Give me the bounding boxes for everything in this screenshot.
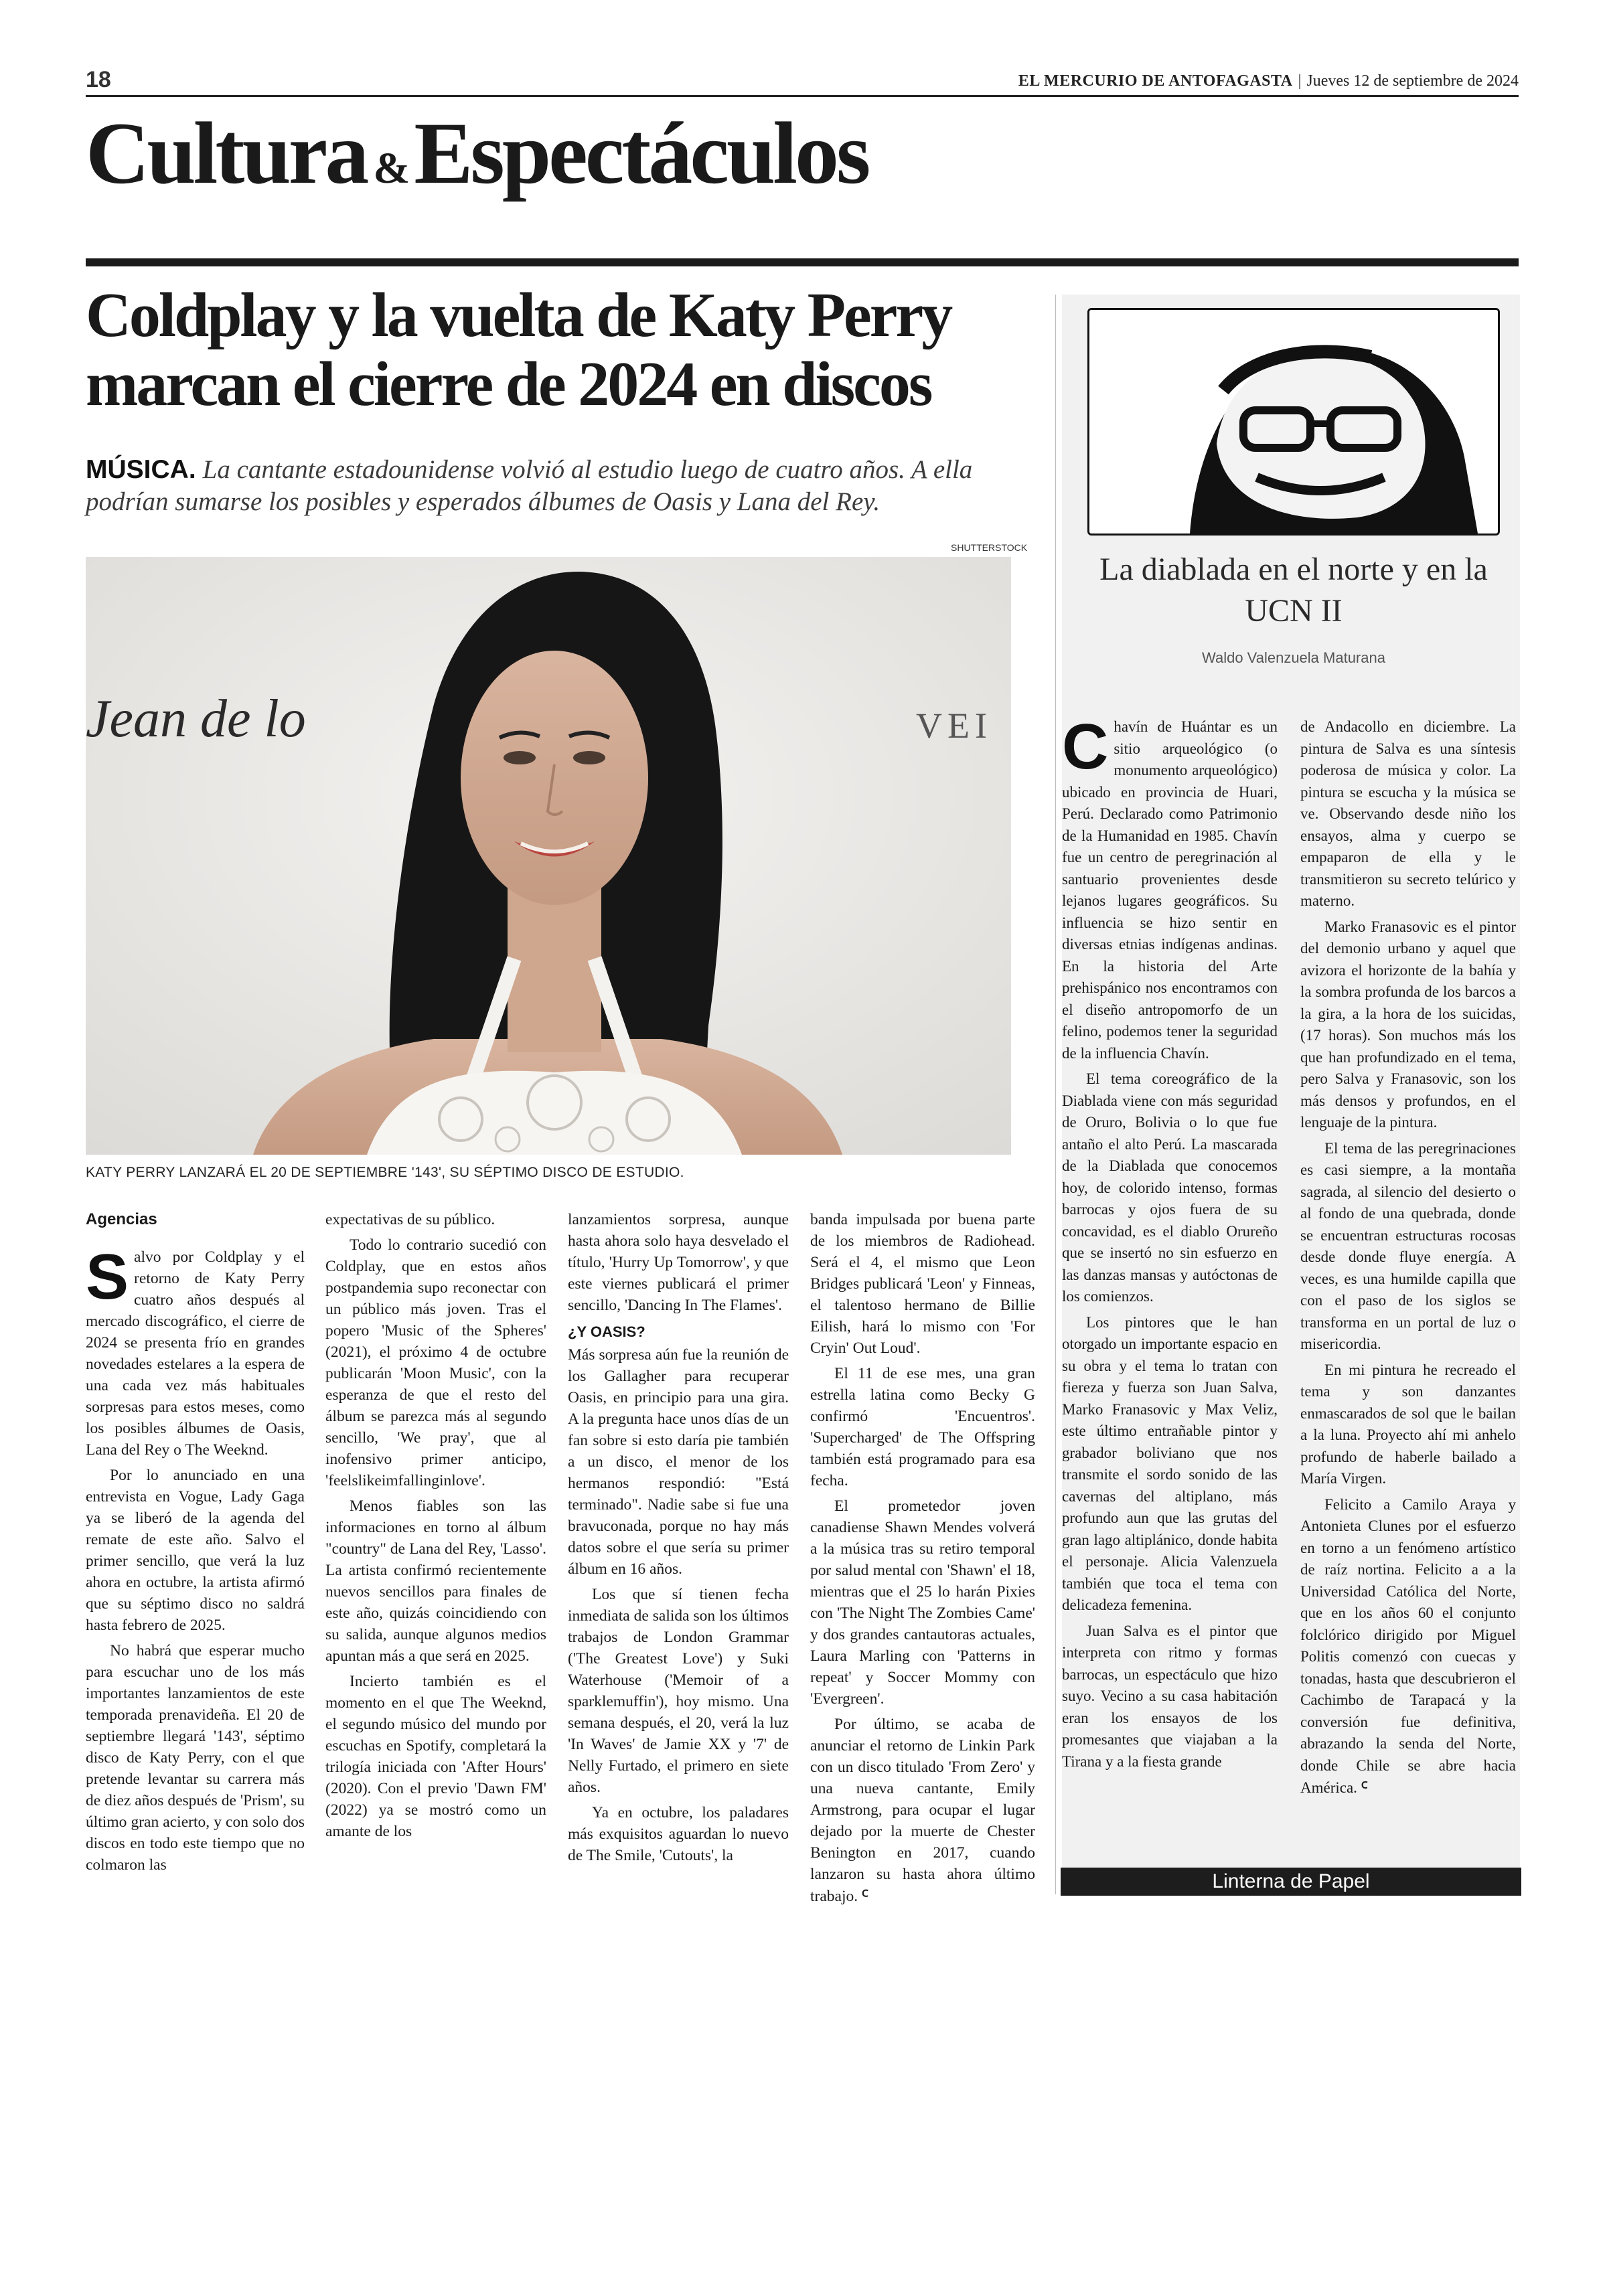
column-footer-band: Linterna de Papel bbox=[1061, 1868, 1521, 1896]
article-paragraph: Por lo anunciado en una entrevista en Vogue, Lady Gaga ya se liberó de la agenda del remate de este año. Salvo el primer sencillo, que verá la luz ahora en octubre, la artista afirmó que su séptimo disco no saldrá hasta febrero de 2025. bbox=[86, 1467, 305, 1634]
opinion-paragraph: Los pintores que le han otorgado un importante espacio en su obra y el tema lo tratan con fiereza y fuerza son Juan Salva, Marko Franasovic y Max Veliz, este último entrañable pintor y grabador boliviano que nos transmite el sordo sonido de las cavernas del altiplano, más profundo aun que las grutas del gran lago altiplánico, donde habita el personaje. Alicia Valenzuela también que toca el tema con delicadeza femenina. bbox=[1062, 1313, 1278, 1613]
opinion-paragraph: El tema coreográfico de la Diablada viene con más seguridad de Oruro, Bolivia o lo que fue antaño el alto Perú. La mascarada de la Diablada que conocemos hoy, de colorido intenso, formas barrocas y ojos fuera de su concavidad, es el diablo Orureño que se insertó no sin esfuerzo en las danzas mansas y autóctonas de los comienzos. bbox=[1062, 1070, 1278, 1305]
paragraph-text: Felicito a Camilo Araya y Antonieta Clunes por el esfuerzo en torno a un fenómeno artístico de raíz nortina. Felicito a a la Universidad Católica del Norte, que en los años 60 el conjunto folclórico dirigido por Miguel Politis comenzó con cuecas y tonadas, hasta que descubrieron el Cachimbo de Tarapacá y la conversión fue definitiva, abrazando la senda del Norte, donde Chile se abre hacia América. bbox=[1300, 1495, 1516, 1796]
column-divider bbox=[1055, 295, 1056, 1894]
opinion-paragraph: En mi pintura he recreado el tema y son danzantes enmascarados de sol que le bailan a la luna. Proyecto ahí mi anhelo profundo de haberle bailado a María Virgen. bbox=[1300, 1361, 1516, 1487]
columnist-photo bbox=[1087, 308, 1500, 536]
page-number: 18 bbox=[86, 67, 111, 92]
backdrop-signature: Jean de lo bbox=[86, 689, 306, 748]
photo-credit: SHUTTERSTOCK bbox=[951, 542, 1028, 553]
headline-line-1: Coldplay y la vuelta de Katy Perry bbox=[86, 280, 951, 350]
paragraph-text: alvo por Coldplay y el retorno de Katy Perry cuatro años después al mercado discográfico, el cierre de 2024 se presenta frío en grandes novedades estelares a la espera de una cada vez más habituales sorpresas para estos meses, como los posibles álbumes de Oasis, Lana del Rey o The Weeknd. bbox=[86, 1248, 305, 1459]
katy-perry-photo bbox=[86, 557, 1011, 1155]
main-photo bbox=[86, 557, 1011, 1155]
article-paragraph: No habrá que esperar mucho para escuchar uno de los más importantes lanzamientos de este temporada prenavideña. El 20 de septiembre llegará '143', séptimo disco de Katy Perry, con el que pretende levantar su carrera más de diez años después de 'Prism', su último gran acierto, y con solo dos discos en todo este tiempo que no colmaron las bbox=[86, 1642, 305, 1874]
photo-caption: KATY PERRY LANZARÁ EL 20 DE SEPTIEMBRE '143', SU SÉPTIMO DISCO DE ESTUDIO. bbox=[86, 1165, 684, 1180]
section-title-part2: Espectáculos bbox=[414, 104, 868, 202]
column-title: La diablada en el norte y en la UCN II bbox=[1099, 552, 1488, 629]
drop-cap: S bbox=[86, 1241, 129, 1313]
drop-cap: C bbox=[1062, 711, 1109, 783]
paragraph-text: Por último, se acaba de anunciar el retorno de Linkin Park con un disco titulado 'From Zero' y una nueva cantante, Emily Armstrong, para ocupar el lugar dejado por la muerte de Chester Benington en 2017, cuando lanzaron su hasta ahora último trabajo. bbox=[810, 1716, 1035, 1905]
article-paragraph bbox=[810, 1714, 1035, 1907]
deck-text: La cantante estadounidense volvió al estudio luego de cuatro años. A ella podrían sumarse los posibles y esperados álbumes de Oasis y Lana del Rey. bbox=[86, 455, 973, 516]
newspaper-name: EL MERCURIO DE ANTOFAGASTA bbox=[1018, 72, 1293, 90]
article-paragraph: Menos fiables son las informaciones en torno al álbum "country" de Lana del Rey, 'Lasso'. La artista confirmó recientemente nuevos sencillos para finales de este año, quizás coincidiendo con su salida, aunque algunos medios apuntan más a que será en 2025. bbox=[325, 1497, 546, 1665]
article-paragraph: Incierto también es el momento en el que The Weeknd, el segundo músico del mundo por escuchas en Spotify, completará la trilogía iniciada con 'After Hours' (2020). Con el previo 'Dawn FM' (2022) ya se mostró como un amante de los bbox=[325, 1673, 546, 1840]
opinion-paragraph: Marko Franasovic es el pintor del demonio urbano y aquel que avizora el horizonte de la bahía y la sombra profunda de los barcos a la gira, a la hora de los suicidas, (17 horas). Son muchos más los que han profundizado en el tema, pero Salva y Franasovic, son los más densos y profundos, en el lenguaje de la pintura. bbox=[1300, 918, 1516, 1131]
article-paragraph: Todo lo contrario sucedió con Coldplay, que en estos años postpandemia supo reconectar con un público más joven. Tras el popero 'Music of the Spheres' (2021), el próximo 4 de octubre publicarán 'Moon Music', con la esperanza de que el resto del álbum se parezca más al segundo sencillo, 'We pray', que al inofensivo primer anticipo, 'feelslikeimfallinginlove'. bbox=[325, 1236, 546, 1489]
byline: Agencias bbox=[86, 1210, 157, 1228]
headline-line-2: marcan el cierre de 2024 en discos bbox=[86, 349, 931, 420]
article-paragraph bbox=[86, 1241, 305, 1461]
article-headline bbox=[86, 281, 1077, 420]
article-paragraph: lanzamientos sorpresa, aunque hasta ahora solo haya desvelado el título, 'Hurry Up Tomorrow', y que este viernes publicará el primer sencillo, 'Dancing In The Flames'. bbox=[568, 1211, 789, 1314]
article-deck bbox=[86, 454, 1050, 517]
opinion-column-2 bbox=[1300, 716, 1516, 1803]
masthead-rule bbox=[86, 95, 1519, 97]
opinion-paragraph: El tema de las peregrinaciones es casi siempre, a la montaña sagrada, al silencio del desierto o al fondo de una quebrada, donde se encuentran estructuras rocosas desde donde fluye energía. A veces, es una humilde capilla que con el paso de los siglos se transforma en un portal de luz o misericordia. bbox=[1300, 1139, 1516, 1352]
section-title-amp: & bbox=[373, 144, 408, 193]
masthead-separator: | bbox=[1298, 72, 1302, 90]
end-mark-icon: ꟲ bbox=[1361, 1779, 1368, 1796]
article-column-4 bbox=[810, 1209, 1035, 1911]
paragraph-text: havín de Huántar es un sitio arqueológico (o monumento arqueológico) ubicado en provincia de Huari, Perú. Declarado como Patrimonio de la Humanidad en 1985. Chavín fue un centro de peregrinación al santuario provenientes desde lejanos lugares geográficos. Su influencia se hizo sentir en diversas etnias indígenas andinas. En la historia del Arte prehispánico nos encontramos con el diseño antropomorfo de un felino, podemos tener la seguridad de la influencia Chavín. bbox=[1062, 718, 1278, 1062]
article-paragraph: banda impulsada por buena parte de los miembros de Radiohead. Será el 4, el mismo que Leon Bridges publicará 'Leon' y Finneas, el talentoso hermano de Billie Eilish, hará lo mismo con 'For Cryin' Out Loud'. bbox=[810, 1211, 1035, 1357]
article-column-3 bbox=[568, 1209, 789, 1870]
backdrop-text: VEI bbox=[916, 706, 992, 746]
opinion-column-1 bbox=[1062, 711, 1278, 1777]
section-title bbox=[86, 104, 868, 201]
opinion-paragraph bbox=[1062, 711, 1278, 1064]
deck-kicker: MÚSICA. bbox=[86, 455, 196, 484]
columnist-portrait bbox=[1089, 310, 1498, 534]
column-author: Waldo Valenzuela Maturana bbox=[1202, 649, 1385, 666]
article-paragraph: expectativas de su público. bbox=[325, 1211, 495, 1228]
article-paragraph: Ya en octubre, los paladares más exquisitos aguardan lo nuevo de The Smile, 'Cutouts', la bbox=[568, 1804, 789, 1864]
article-column-2 bbox=[325, 1209, 546, 1846]
opinion-paragraph bbox=[1300, 1494, 1516, 1799]
section-rule bbox=[86, 258, 1519, 266]
section-title-part1: Cultura bbox=[86, 104, 367, 202]
subhead: ¿Y OASIS? bbox=[568, 1323, 645, 1340]
opinion-paragraph: de Andacollo en diciembre. La pintura de Salva es una síntesis poderosa de música y color. La pintura se escucha y la música se ve. Observando desde niño los ensayos, alma y cuerpo se empaparon de ella y le transmitieron su secreto telúrico y materno. bbox=[1300, 718, 1516, 909]
masthead bbox=[1018, 72, 1519, 90]
article-paragraph: El prometedor joven canadiense Shawn Mendes volverá a la música tras su retiro temporal por salud mental con 'Shawn' el 18, mientras que el 25 lo harán Pixies con 'The Night The Zombies Came' y dos grandes cantautoras actuales, Laura Marling con 'Patterns in repeat' y Soccer Mommy con 'Evergreen'. bbox=[810, 1497, 1035, 1708]
article-paragraph: El 11 de ese mes, una gran estrella latina como Becky G confirmó 'Encuentros'. 'Supercharged' de The Offspring también está programado para esa fecha. bbox=[810, 1365, 1035, 1489]
issue-date: Jueves 12 de septiembre de 2024 bbox=[1306, 72, 1519, 90]
article-column-1 bbox=[86, 1209, 305, 1880]
end-mark-icon: ꟲ bbox=[862, 1887, 868, 1904]
article-paragraph: Más sorpresa aún fue la reunión de los Gallagher para recuperar Oasis, en principio para una gira. A la pregunta hace unos días de un fan sobre si esto daría pie también a un disco, el menor de los hermanos respondió: "Está terminado". Nadie sabe si fue una bravuconada, porque no hay más datos sobre el que sería su primer álbum en 16 años. bbox=[568, 1346, 789, 1578]
opinion-paragraph: Juan Salva es el pintor que interpreta con ritmo y formas barrocas, un espectáculo que hizo suyo. Vecino a su casa habitación eran los ensayos de los promesantes que viajaban a la Tirana y a la fiesta grande bbox=[1062, 1622, 1278, 1770]
article-paragraph: Los que sí tienen fecha inmediata de salida son los últimos trabajos de London Grammar ('The Greatest Love') y Suki Waterhouse ('Memoir of a sparklemuffin'), hoy mismo. Una semana después, el 20, verá la luz 'In Waves' de Jamie XX y '7' de Nelly Furtado, el primero en siete años. bbox=[568, 1586, 789, 1796]
